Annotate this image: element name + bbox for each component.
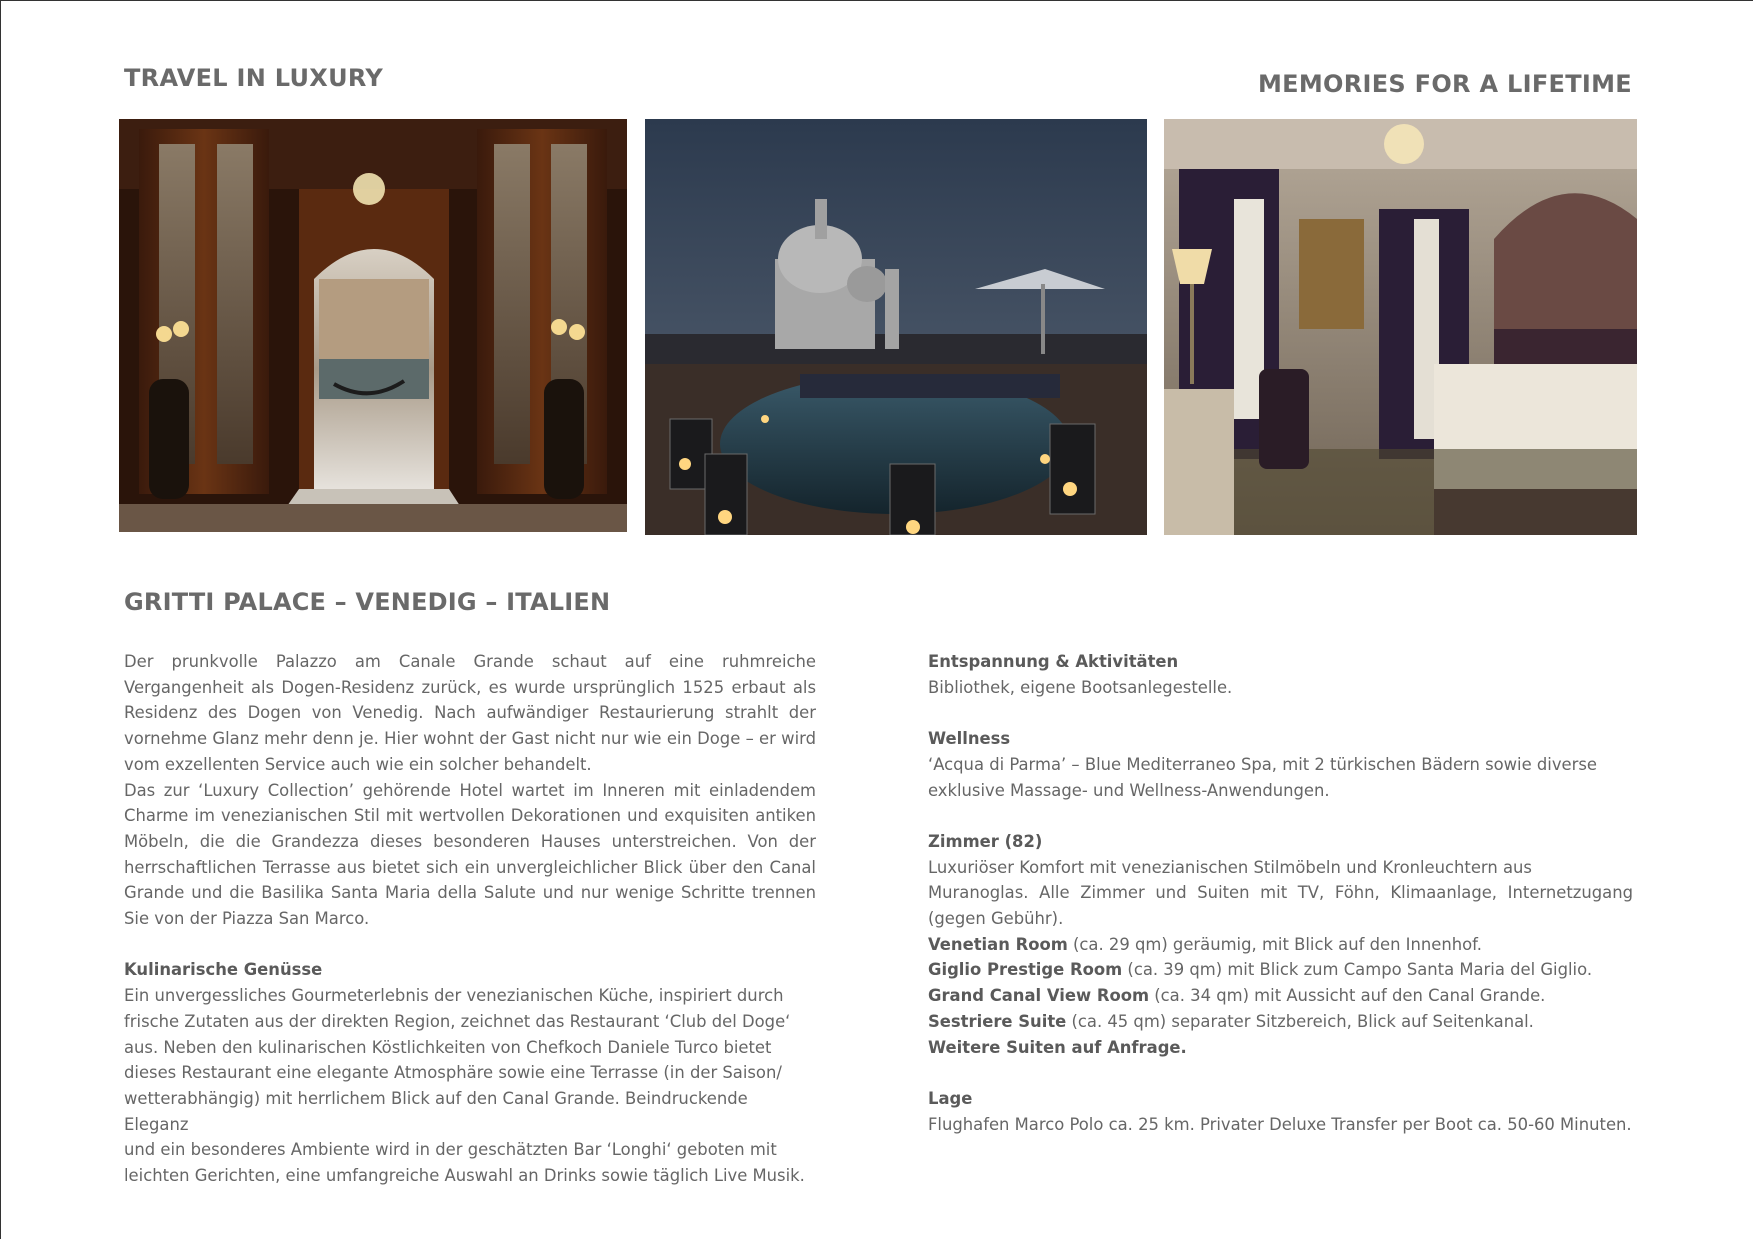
location-heading: Lage xyxy=(928,1088,973,1108)
room-type-desc: (ca. 29 qm) geräumig, mit Blick auf den Innenhof. xyxy=(1067,934,1482,954)
room-type-desc: (ca. 39 qm) mit Blick zum Campo Santa Maria del Giglio. xyxy=(1122,960,1593,980)
entrance-photo xyxy=(119,119,627,532)
hotel-paragraph: Das zur ‘Luxury Collection’ gehörende Hotel wartet im Inneren mit einladendem Charme im venezianischen Stil mit wertvollen Dekorationen und exquisiten antiken Möbeln, die die Grandezza dieses besonderen Hauses unterstreichen. Von der herrschaftlichen Terrasse aus bietet sich ein unvergleichlicher Blick über den Canal Grande und die Basilika Santa Maria della Salute und nur wenige Schritte trennen Sie von der Piazza San Marco. xyxy=(124,780,816,929)
culinary-heading: Kulinarische Genüsse xyxy=(124,960,323,980)
culinary-line: und ein besonderes Ambiente wird in der geschätzten Bar ‘Longhi‘ geboten mit xyxy=(124,1140,777,1160)
room-type-name: Grand Canal View Room xyxy=(928,986,1150,1006)
wellness-line: exklusive Massage- und Wellness-Anwendungen. xyxy=(928,780,1330,800)
rooms-heading: Zimmer (82) xyxy=(928,831,1043,851)
details-column xyxy=(928,649,1633,1137)
description-column xyxy=(124,649,816,1189)
culinary-line: leichten Gerichten, eine umfangreiche Auswahl an Drinks sowie täglich Live Musik. xyxy=(124,1166,805,1186)
culinary-line: frische Zutaten aus der direkten Region, zeichnet das Restaurant ‘Club del Doge‘ xyxy=(124,1011,791,1031)
intro-paragraph: Der prunkvolle Palazzo am Canale Grande schaut auf eine ruhmreiche Vergangenheit als Dogen-Residenz zurück, es wurde ursprünglich 1525 erbaut als Residenz des Dogen von Venedig. Nach aufwändiger Restaurierung strahlt der vornehme Glanz mehr denn je. Hier wohnt der Gast nicht nur wie ein Doge – er wird vom exzellenten Service auch wie ein solcher behandelt. xyxy=(124,652,816,774)
activities-text: Bibliothek, eigene Bootsanlegestelle. xyxy=(928,677,1233,697)
culinary-line: Ein unvergessliches Gourmeterlebnis der venezianischen Küche, inspiriert durch xyxy=(124,986,784,1006)
wellness-heading: Wellness xyxy=(928,729,1011,749)
room-type-name: Sestriere Suite xyxy=(928,1011,1067,1031)
header-right-tagline: MEMORIES FOR A LIFETIME xyxy=(1257,70,1632,98)
more-suites-note: Weitere Suiten auf Anfrage. xyxy=(928,1037,1187,1057)
activities-heading: Entspannung & Aktivitäten xyxy=(928,652,1179,671)
culinary-line: dieses Restaurant eine elegante Atmosphäre sowie eine Terrasse (in der Saison/ xyxy=(124,1063,782,1083)
room-type-desc: (ca. 34 qm) mit Aussicht auf den Canal Grande. xyxy=(1149,986,1546,1006)
room-type-name: Venetian Room xyxy=(928,934,1068,954)
rooms-text: Muranoglas. Alle Zimmer und Suiten mit TV, Föhn, Klimaanlage, Internetzugang (gegen Gebühr). xyxy=(928,883,1633,928)
culinary-line: wetterabhängig) mit herrlichem Blick auf den Canal Grande. Beindruckende Eleganz xyxy=(124,1088,748,1134)
hotel-title: GRITTI PALACE – VENEDIG – ITALIEN xyxy=(124,588,611,616)
wellness-line: ‘Acqua di Parma’ – Blue Mediterraneo Spa, mit 2 türkischen Bädern sowie diverse xyxy=(928,754,1597,774)
room-type xyxy=(928,1009,1633,1035)
header-left-tagline: TRAVEL IN LUXURY xyxy=(124,64,384,92)
rooms-intro-line: Luxuriöser Komfort mit venezianischen Stilmöbeln und Kronleuchtern aus xyxy=(928,857,1532,877)
terrace-photo xyxy=(645,119,1147,535)
room-type xyxy=(928,983,1633,1009)
room-type-desc: (ca. 45 qm) separater Sitzbereich, Blick auf Seitenkanal. xyxy=(1066,1011,1534,1031)
culinary-line: aus. Neben den kulinarischen Köstlichkeiten von Chefkoch Daniele Turco bietet xyxy=(124,1037,772,1057)
room-type xyxy=(928,957,1633,983)
room-type xyxy=(928,932,1633,958)
room-type-name: Giglio Prestige Room xyxy=(928,960,1123,980)
bedroom-photo xyxy=(1164,119,1637,535)
location-text: Flughafen Marco Polo ca. 25 km. Privater Deluxe Transfer per Boot ca. 50-60 Minuten. xyxy=(928,1114,1632,1134)
